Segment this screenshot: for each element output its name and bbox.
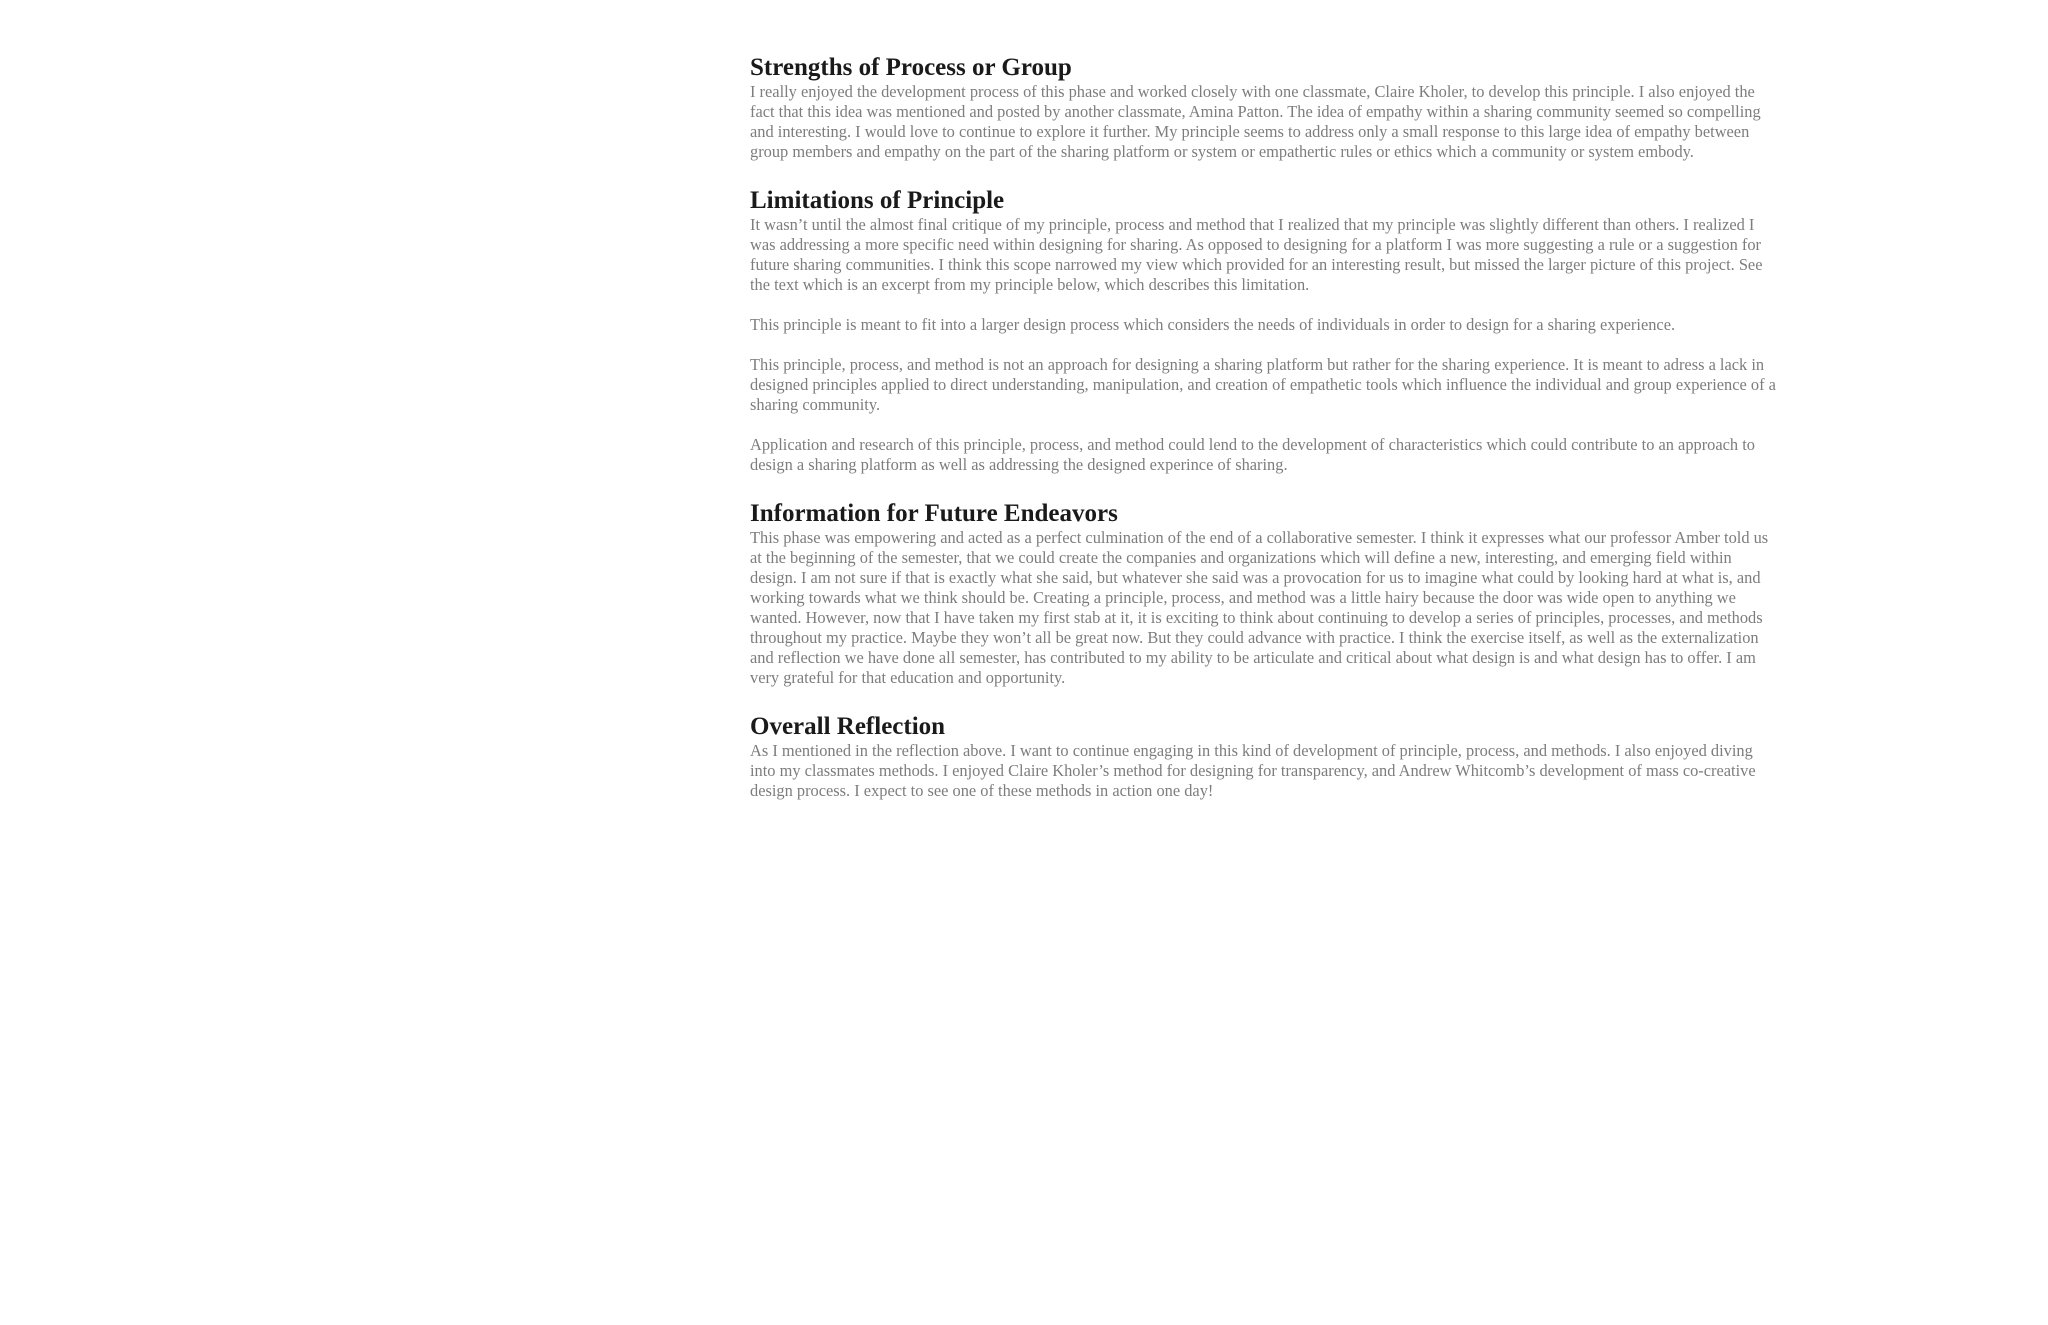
section-heading: Overall Reflection (750, 713, 946, 740)
section-paragraph: Application and research of this principle, process, and method could lend to the development of characteristics which could contribute to an approach to design a sharing platform as well as addressing the designed experince of sharing. (750, 435, 1755, 474)
section-heading: Strengths of Process or Group (750, 54, 1072, 81)
section-paragraph: This principle, process, and method is not an approach for designing a sharing platform but rather for the sharing experience. It is meant to adress a lack in designed principles applied to direct understanding, manipulation, and creation of empathetic tools which influence the individual and group experience of a sharing community. (750, 355, 1776, 414)
section-paragraph: This phase was empowering and acted as a perfect culmination of the end of a collaborative semester. I think it expresses what our professor Amber told us at the beginning of the semester, that we could create the companies and organizations which will define a new, interesting, and emerging field within design. I am not sure if that is exactly what she said, but whatever she said was a provocation for us to imagine what could by looking hard at what is, and working towards what we think should be. Creating a principle, process, and method was a little hairy because the door was wide open to anything we wanted. However, now that I have taken my first stab at it, it is exciting to think about continuing to develop a series of principles, processes, and methods throughout my practice. Maybe they won’t all be great now. But they could advance with practice. I think the exercise itself, as well as the externalization and reflection we have done all semester, has contributed to my ability to be articulate and critical about what design is and what design has to offer. I am very grateful for that education and opportunity. (750, 528, 1769, 687)
section-heading: Limitations of Principle (750, 187, 1005, 214)
section-future-endeavors (750, 500, 1780, 688)
section-limitations (750, 187, 1780, 475)
document-page (750, 54, 1780, 826)
section-paragraph: This principle is meant to fit into a larger design process which considers the needs of individuals in order to design for a sharing experience. (750, 315, 1676, 334)
section-paragraph: It wasn’t until the almost final critique of my principle, process and method that I realized that my principle was slightly different than others. I realized I was addressing a more specific need within designing for sharing. As opposed to designing for a platform I was more suggesting a rule or a suggestion for future sharing communities. I think this scope narrowed my view which provided for an interesting result, but missed the larger picture of this project. See the text which is an excerpt from my principle below, which describes this limitation. (750, 215, 1763, 294)
section-strengths (750, 54, 1780, 162)
section-overall-reflection (750, 713, 1780, 801)
section-heading: Information for Future Endeavors (750, 500, 1118, 527)
section-paragraph: As I mentioned in the reflection above. I want to continue engaging in this kind of development of principle, process, and methods. I also enjoyed diving into my classmates methods. I enjoyed Claire Kholer’s method for designing for transparency, and Andrew Whitcomb’s development of mass co-creative design process. I expect to see one of these methods in action one day! (750, 741, 1756, 800)
section-paragraph: I really enjoyed the development process of this phase and worked closely with one classmate, Claire Kholer, to develop this principle. I also enjoyed the fact that this idea was mentioned and posted by another classmate, Amina Patton. The idea of empathy within a sharing community seemed so compelling and interesting. I would love to continue to explore it further. My principle seems to address only a small response to this large idea of empathy between group members and empathy on the part of the sharing platform or system or empathertic rules or ethics which a community or system embody. (750, 82, 1761, 161)
